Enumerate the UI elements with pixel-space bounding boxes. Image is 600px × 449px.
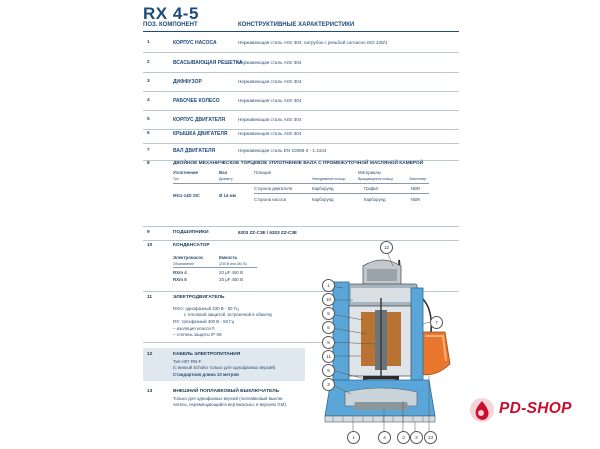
seal-model: MG1-14D SIC (173, 193, 200, 198)
float-section (143, 386, 313, 426)
capacitor-header-desig: Обозначение (173, 262, 194, 266)
suction-grille (325, 416, 435, 422)
row-number: 1 (147, 40, 150, 45)
table-row (143, 72, 459, 92)
callout-label: 12 (380, 241, 393, 254)
row-number: 4 (147, 98, 150, 103)
callout-label: 4 (378, 431, 391, 444)
row-number: 2 (147, 60, 150, 65)
callout-label: 1 (322, 279, 335, 292)
header-characteristics: КОНСТРУКТИВНЫЕ ХАРАКТЕРИСТИКИ (238, 22, 355, 28)
winding-right (387, 312, 401, 366)
row-component: КРЫШКА ДВИГАТЕЛЯ (173, 131, 228, 137)
capacitor-value: 20 μF 450 В (219, 270, 244, 275)
callout-label: 8 (322, 364, 335, 377)
seal-row-position: Сторона насоса (254, 197, 287, 202)
row-component: ДИФФУЗОР (173, 79, 202, 85)
row-component: ВСАСЫВАЮЩАЯ РЕШЕТКА (173, 60, 243, 66)
seal-section (143, 160, 459, 227)
row-description: Нержавеющая сталь AISI 304 (238, 117, 302, 122)
seal-number: 8 (147, 161, 150, 166)
row-description: Нержавеющая сталь AISI 304 (238, 79, 302, 84)
seal-diameter: Ø 14 мм (219, 193, 236, 198)
row-number: 7 (147, 148, 150, 153)
capacitor-divider (173, 267, 257, 268)
motor-line-2: с тепловой защитой, встроенной в обмотку (184, 312, 273, 317)
row-component: ВАЛ ДВИГАТЕЛЯ (173, 148, 216, 154)
bearings-value: 6203 ZZ-C3E / 6203 ZZ-C3E (238, 230, 297, 235)
bearings-name: ПОДШИПНИКИ (173, 230, 209, 235)
float-switch (419, 332, 450, 375)
callout-label: 6 (322, 321, 335, 334)
seal-divider (254, 193, 429, 194)
callout-label: 3 (322, 378, 335, 391)
row-component: РАБОЧЕЕ КОЛЕСО (173, 98, 220, 104)
capacitor-header-pump: Электронасос (173, 255, 204, 260)
callout-label: 5 (322, 307, 335, 320)
seal-row-fixed: Карборунд (312, 186, 334, 191)
table-row (143, 141, 459, 161)
motor-line-5: – степень защиты IP X8 (173, 332, 222, 337)
capacitor-header-cap: Емкость (219, 255, 238, 260)
capacitor-number: 10 (147, 243, 153, 248)
seal-row-rotating: Карборунд (364, 197, 386, 202)
callout-label: 3 (397, 431, 410, 444)
seal-divider (173, 183, 429, 184)
float-line-1: Только для однофазных версий (поплавковый выклю- (173, 396, 284, 401)
capacitor-header-volt: (230 В или 240 В) (219, 262, 247, 266)
logo-emblem-icon (468, 396, 498, 424)
seal-header-elastomer: Эластомер (409, 177, 427, 181)
pump-body-right (411, 288, 423, 380)
seal-row-fixed: Карборунд (312, 197, 334, 202)
cable-line-1: Тип H07 RN-F (173, 359, 202, 364)
seal-header-shaft: Вал (219, 170, 228, 175)
seal-header-position: Позиция (254, 170, 271, 175)
seal-header-type: Тип (173, 177, 179, 181)
seal-header-diameter: Диаметр (219, 177, 233, 181)
seal-header-rotating: Вращающееся кольцо (358, 177, 394, 181)
motor-line-4: – изоляция класса F, (173, 326, 216, 331)
float-number: 13 (147, 389, 153, 394)
capacitor-name: КОНДЕНСАТОР (173, 243, 210, 248)
seal-header-materials: Материалы (358, 170, 382, 175)
row-number: 3 (147, 79, 150, 84)
motor-section (143, 292, 323, 343)
capacitor-pump: RXm 5 (173, 277, 187, 282)
row-description: Нержавеющая сталь AISI 304 (238, 98, 302, 103)
capacitor-pump: RXm 4 (173, 270, 187, 275)
row-description: Нержавеющая сталь EN 10088-3 - 1.4104 (238, 148, 327, 153)
row-number: 6 (147, 131, 150, 136)
table-row (143, 91, 459, 111)
capacitor-value: 25 μF 450 В (219, 277, 244, 282)
row-component: КОРПУС НАСОСА (173, 40, 217, 46)
seal-row-elastomer: NBR (411, 197, 421, 202)
bearings-number: 9 (147, 230, 150, 235)
callout-label: 10 (322, 293, 335, 306)
float-line-2: чатель, перемещающийся вертикально, в версиях GM). (173, 402, 288, 407)
row-description: Нержавеющая сталь AISI 304 (238, 131, 302, 136)
winding-left (361, 312, 375, 366)
pump-body-left (333, 282, 349, 380)
row-description: Нержавеющая сталь AISI 304, патрубок с резьбой согласно ISO 228/1 (238, 40, 388, 45)
cable-name: КАБЕЛЬ ЭЛЕКТРОПИТАНИЯ (173, 352, 241, 357)
page-title: RX 4-5 (143, 4, 199, 23)
seal-row-elastomer: NBR (411, 186, 421, 191)
row-description: Нержавеющая сталь AISI 304 (238, 60, 302, 65)
cable-gland (367, 269, 397, 281)
header-divider (143, 31, 459, 32)
pd-shop-logo (468, 396, 600, 424)
cable-line-3: Стандартная длина 10 метров (173, 372, 239, 377)
impeller (353, 402, 409, 410)
motor-number: 11 (147, 295, 153, 300)
callout-label: 13 (424, 431, 437, 444)
motor-name: ЭЛЕКТРОДВИГАТЕЛЬ (173, 295, 225, 300)
row-number: 5 (147, 117, 150, 122)
table-row (143, 53, 459, 73)
seal-header-seal: Уплотнение (173, 170, 199, 175)
callout-label: 1 (347, 431, 360, 444)
callout-label: 11 (322, 350, 335, 363)
seal-title: ДВОЙНОЕ МЕХАНИЧЕСКОЕ ТОРЦЕВОЕ УПЛОТНЕНИЕ ВАЛА С ПРОМЕЖУТОЧНОЙ МАСЛЯНОЙ КАМЕРОЙ (173, 161, 424, 166)
cable-line-2: (с вилкой Schuko только для однофазных версий) (173, 365, 276, 370)
motor-line-3: RX: трехфазный 400 В - 50 Гц (173, 319, 235, 324)
callout-label: 9 (322, 336, 335, 349)
callout-label: 2 (410, 431, 423, 444)
logo-text: PD-SHOP (499, 400, 572, 417)
seal-row-position: Сторона двигателя (254, 186, 293, 191)
cable-section (143, 348, 305, 381)
callout-label: 7 (430, 316, 443, 329)
cable-number: 12 (147, 352, 153, 357)
header-component: КОМПОНЕНТ (159, 22, 198, 28)
seal-header-fixed: Неподвижное кольцо (312, 177, 346, 181)
seal-row-rotating: Графит (364, 186, 379, 191)
motor-line-1: RXm: однофазный 230 В - 50 Гц (173, 306, 239, 311)
float-name: ВНЕШНИЙ ПОПЛАВКОВЫЙ ВЫКЛЮЧАТЕЛЬ (173, 389, 280, 394)
table-row (143, 33, 459, 53)
header-pos: ПОЗ. (143, 22, 158, 28)
row-component: КОРПУС ДВИГАТЕЛЯ (173, 117, 226, 123)
